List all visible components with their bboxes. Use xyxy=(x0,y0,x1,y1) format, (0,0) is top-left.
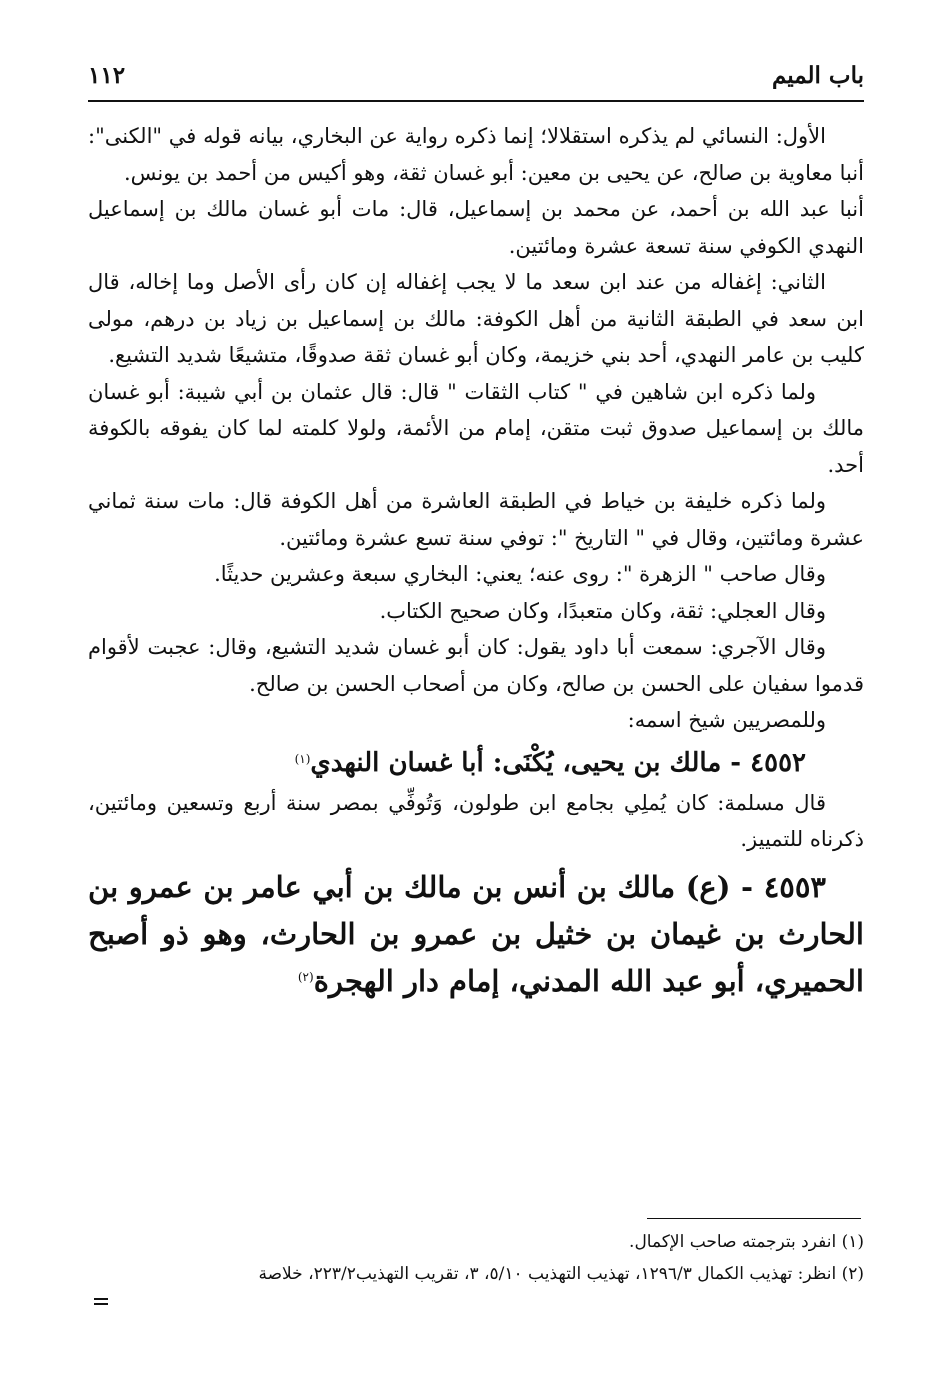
paragraph-khalifa: ولما ذكره خليفة بن خياط في الطبقة العاشرة من أهل الكوفة قال: مات سنة ثماني عشرة ومائتين، وقال في " التاريخ ": توفي سنة تسع عشرة ومائتين. xyxy=(88,489,864,550)
entry-4553-title: ٤٥٥٣ - (ع) مالك بن أنس بن مالك بن أبي عامر بن عمرو بن الحارث بن غيمان بن خثيل بن عمرو بن الحارث، وهو ذو أصبح الحميري، أبو عبد الله المدني، إمام دار الهجرة xyxy=(88,869,864,998)
header-divider xyxy=(88,100,864,102)
entry-4552-title: ٤٥٥٢ - مالك بن يحيى، يُكْنَى: أبا غسان النهدي xyxy=(310,747,806,778)
paragraph-maslama: قال مسلمة: كان يُملِي بجامع ابن طولون، وَتُوفِّي بمصر سنة أربع وتسعين ومائتين، ذكرناه للتمييز. xyxy=(88,790,864,851)
paragraph-ajurri: وقال الآجري: سمعت أبا داود يقول: كان أبو غسان شديد التشيع، وقال: عجبت لأقوام قدموا سفيان على الحسن بن صالح، وكان من أصحاب الحسن بن صالح. xyxy=(88,635,864,696)
continuation-mark-line xyxy=(94,1303,108,1305)
paragraph-egyptians: وللمصريين شيخ اسمه: xyxy=(627,708,826,732)
entry-heading-4553 xyxy=(88,864,864,1005)
page-header xyxy=(88,56,864,96)
continuation-mark xyxy=(94,1298,108,1300)
footnote-ref-1[interactable]: (١) xyxy=(294,751,311,766)
footnotes xyxy=(88,1226,864,1290)
footnote-divider xyxy=(647,1218,861,1219)
paragraph-zahra: وقال صاحب " الزهرة ": روى عنه؛ يعني: البخاري سبعة وعشرين حديثًا. xyxy=(214,562,826,586)
footnote-1: (١) انفرد بترجمته صاحب الإكمال. xyxy=(629,1232,864,1252)
chapter-title: باب الميم xyxy=(771,62,864,89)
main-text xyxy=(88,118,864,1005)
paragraph-nasai-chain: أنبا عبد الله بن أحمد، عن محمد بن إسماعيل، قال: مات أبو غسان مالك بن إسماعيل النهدي الكوفي سنة تسعة عشرة ومائتين. xyxy=(88,197,864,258)
paragraph-first-point: الأول: النسائي لم يذكره استقلالا؛ إنما ذكره رواية عن البخاري، بيانه قوله في "الكنى": أنبا معاوية بن صالح، عن يحيى بن معين: أبو غسان ثقة، وهو أكيس من أحمد بن يونس. xyxy=(88,124,864,185)
entry-heading-4552 xyxy=(88,739,864,785)
paragraph-ijli: وقال العجلي: ثقة، وكان متعبدًا، وكان صحيح الكتاب. xyxy=(379,598,826,623)
page-number: ١١٢ xyxy=(88,62,126,89)
footnote-ref-2[interactable]: (٢) xyxy=(297,969,314,984)
footnote-2: (٢) انظر: تهذيب الكمال ١٢٩٦/٣، تهذيب التهذيب ٥/١٠، ٣، تقريب التهذيب٢٢٣/٢، خلاصة xyxy=(258,1264,864,1284)
paragraph-ibn-shahin: ولما ذكره ابن شاهين في " كتاب الثقات " قال: قال عثمان بن أبي شيبة: أبو غسان مالك بن إسماعيل صدوق ثبت متقن، إمام من الأئمة، ولولا كلمته لما كان يفوقه بالكوفة أحد. xyxy=(88,379,864,477)
paragraph-second-point: الثاني: إغفاله من عند ابن سعد ما لا يجب إغفاله إن كان رأى الأصل وما إخاله، قال ابن سعد في الطبقة الثانية من أهل الكوفة: مالك بن إسماعيل بن زياد بن درهم، مولى كليب بن عامر النهدي، أحد بني خزيمة، وكان أبو غسان ثقة صدوقًا، متشيعًا شديد التشيع. xyxy=(88,270,864,367)
